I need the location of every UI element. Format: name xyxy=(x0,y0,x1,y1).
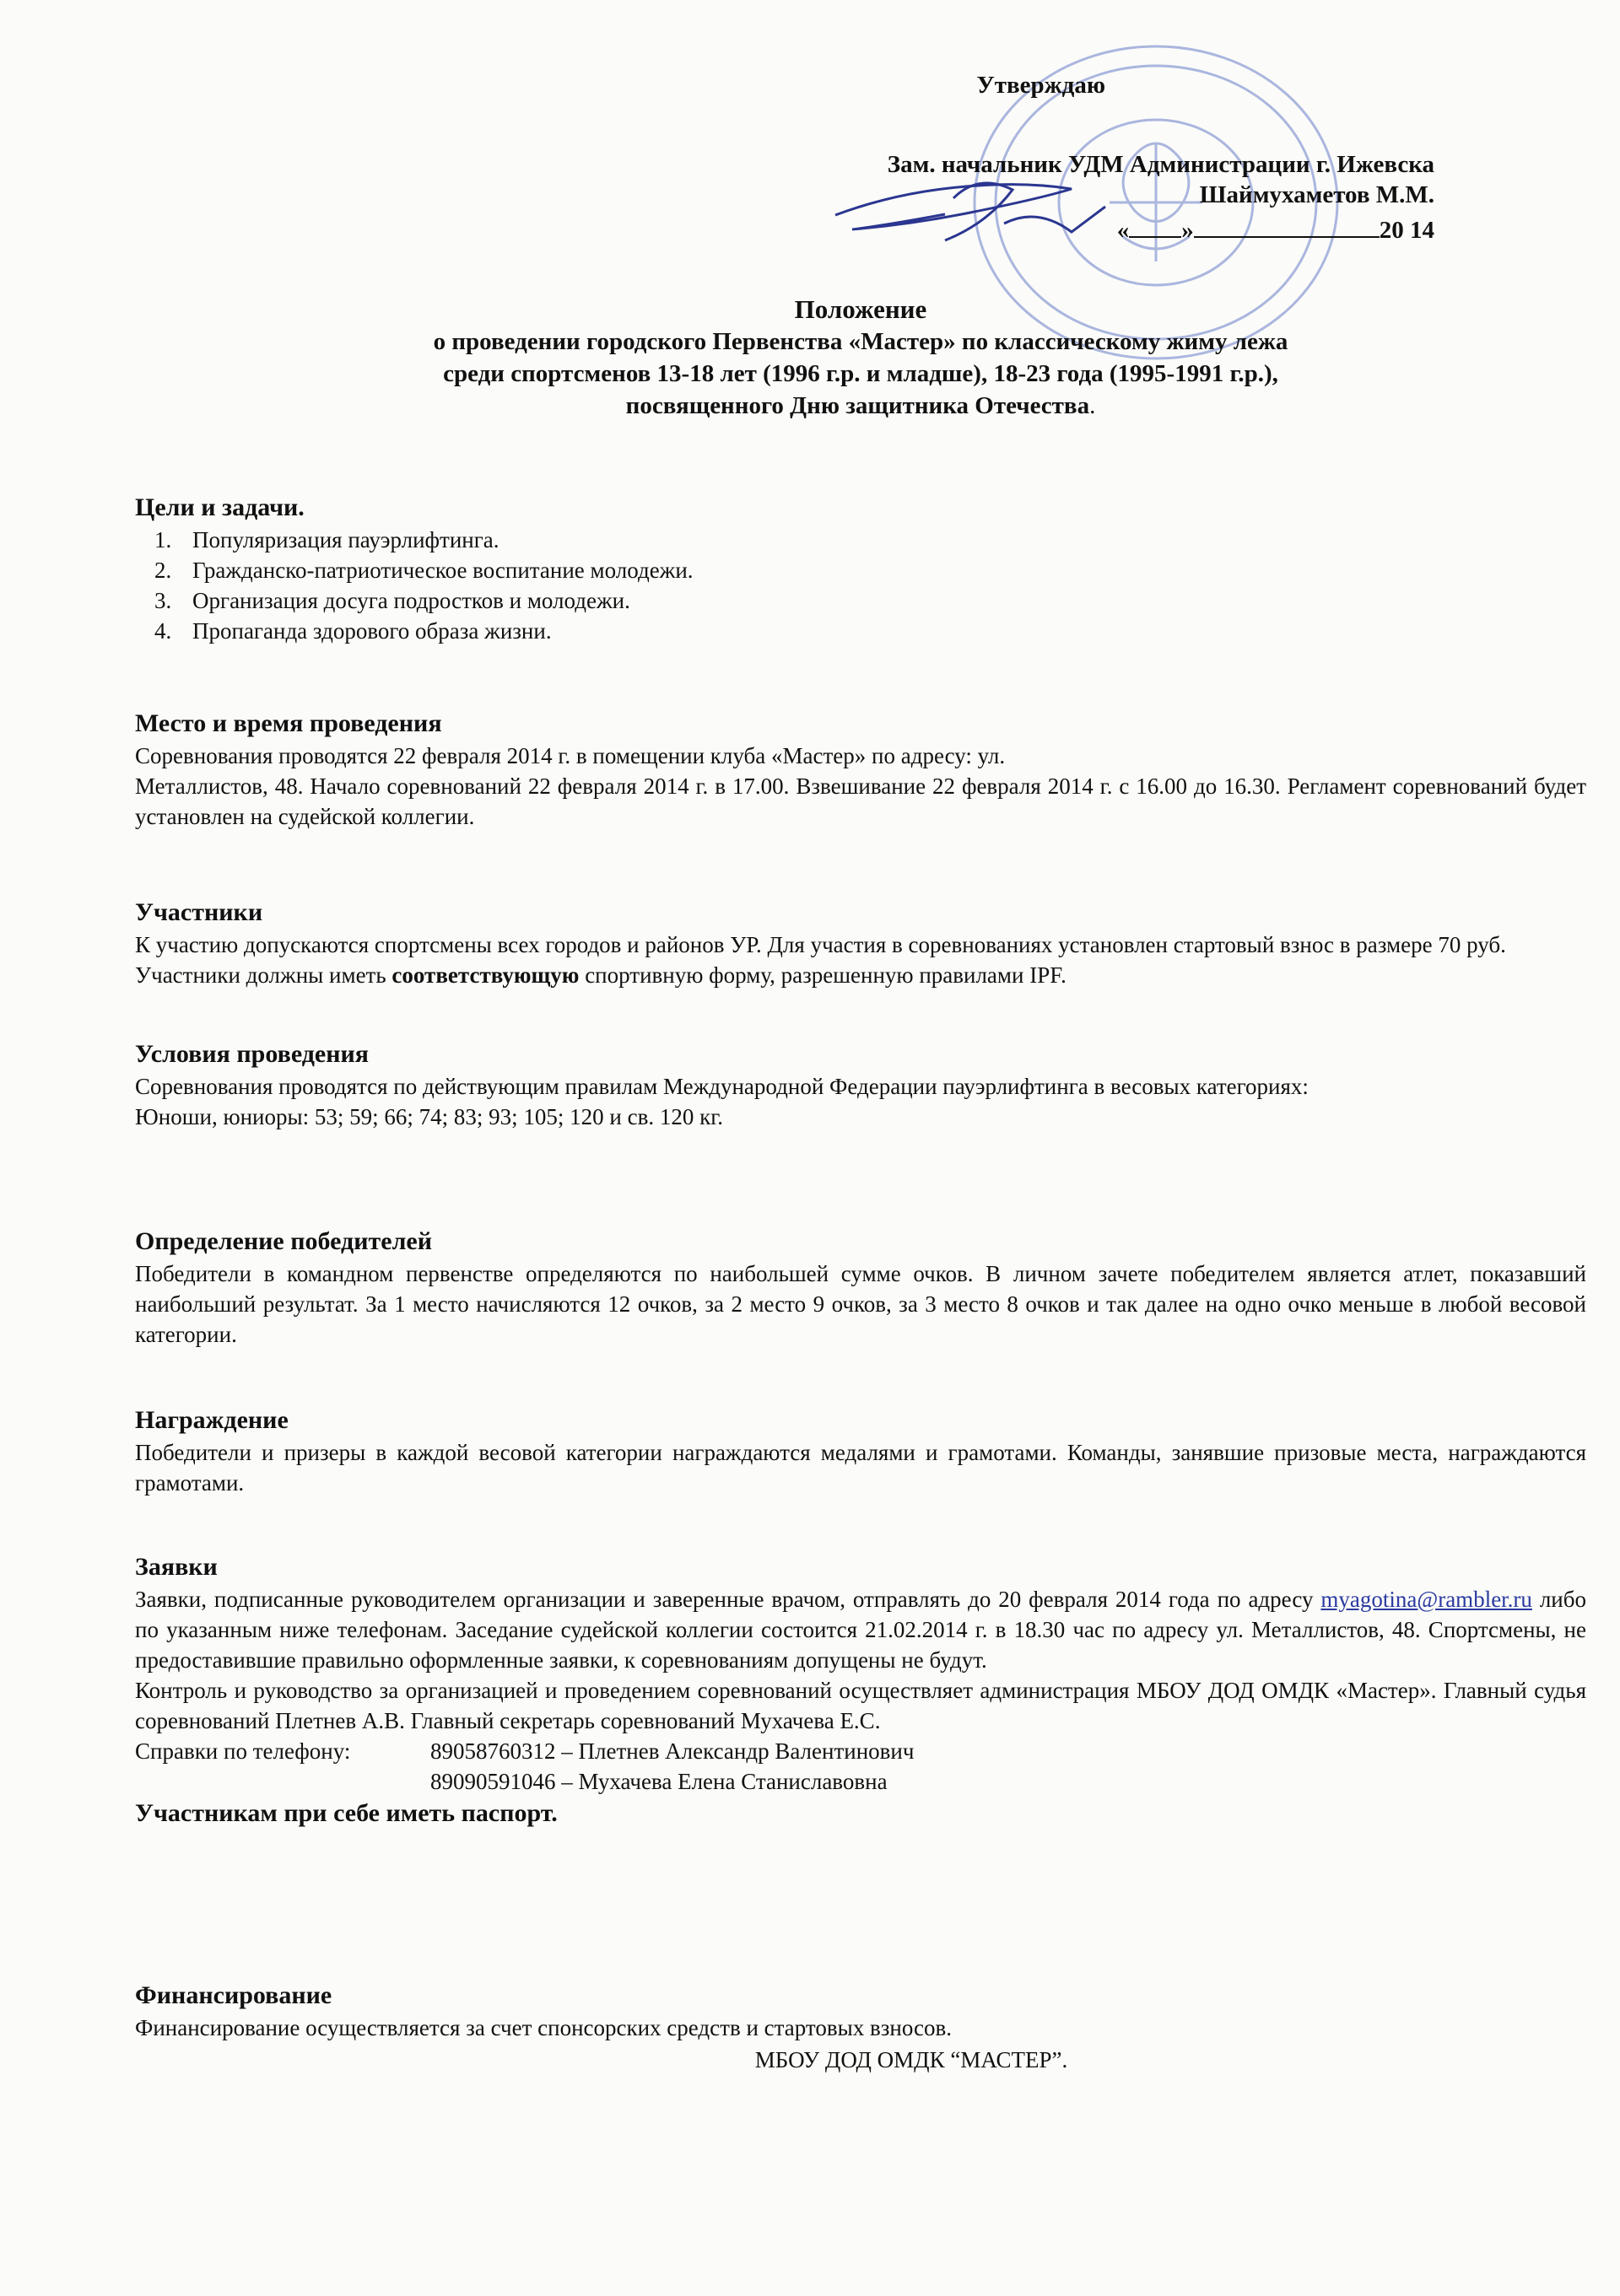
title-line-3: среди спортсменов 13-18 лет (1996 г.р. и младше), 18-23 года (1995-1991 г.р.), xyxy=(443,360,1278,387)
phone-row-2 xyxy=(135,1766,1586,1797)
email-link[interactable]: myagotina@rambler.ru xyxy=(1320,1587,1532,1612)
phone-2: 89090591046 – Мухачева Елена Станиславовна xyxy=(430,1769,888,1794)
participants-text-2a: Участники должны иметь xyxy=(135,962,392,988)
participants-heading: Участники xyxy=(135,898,263,926)
applications-text-b: либо по указанным ниже телефонам. Заседание судейской коллегии состоится 21.02.2014 г. в 18.30 час по адресу ул. Металлистов, 48. Спортсмены, не предоставившие правильно оформленные заявки, к соревнованиям допущены не будут. xyxy=(135,1587,1586,1673)
date-open-quote: « xyxy=(1116,217,1130,244)
phones-label-spacer xyxy=(135,1766,430,1797)
winners-heading: Определение победителей xyxy=(135,1227,433,1255)
conditions-text-2: Юноши, юниоры: 53; 59; 66; 74; 83; 93; 105; 120 и св. 120 кг. xyxy=(135,1104,723,1129)
section-applications xyxy=(135,1550,1586,1830)
financing-heading: Финансирование xyxy=(135,1981,332,2009)
title-line-2: о проведении городского Первенства «Мастер» по классическому жиму лежа xyxy=(433,328,1288,355)
winners-text: Победители в командном первенстве определяются по наибольшей сумме очков. В личном зачете победителем является атлет, показавший наибольший результат. За 1 место начисляются 12 очков, за 2 место 9 очков, за 3 место 8 очков и так далее на одно очко меньше в любой весовой категории. xyxy=(135,1261,1586,1347)
list-item: 4. Пропаганда здорового образа жизни. xyxy=(177,616,1586,646)
participants-text-2b: спортивную форму, разрешенную правилами IPF. xyxy=(579,962,1066,988)
list-item: 3. Организация досуга подростков и молодежи. xyxy=(177,585,1586,616)
approval-position: Зам. начальник УДМ Администрации г. Ижевска xyxy=(887,151,1434,178)
awards-text: Победители и призеры в каждой весовой категории награждаются медалями и грамотами. Команды, занявшие призовые места, награждаются грамотами. xyxy=(135,1440,1586,1496)
financing-text: Финансирование осуществляется за счет спонсорских средств и стартовых взносов. xyxy=(135,2015,952,2040)
approval-title: Утверждаю xyxy=(976,72,1105,99)
list-item: 2. Гражданско-патриотическое воспитание молодежи. xyxy=(177,555,1586,585)
awards-heading: Награждение xyxy=(135,1406,289,1434)
passport-note: Участникам при себе иметь паспорт. xyxy=(135,1799,558,1827)
title-line-4-text: посвященного Дню защитника Отечества xyxy=(625,392,1090,419)
phones-label: Справки по телефону: xyxy=(135,1738,351,1764)
goals-list xyxy=(135,525,1586,646)
applications-heading: Заявки xyxy=(135,1553,218,1581)
date-year: 20 14 xyxy=(1379,217,1434,244)
place-text-1: Соревнования проводятся 22 февраля 2014 г. в помещении клуба «Мастер» по адресу: ул. xyxy=(135,743,1006,768)
place-text-2: Металлистов, 48. Начало соревнований 22 февраля 2014 г. в 17.00. Взвешивание 22 февраля 2014 г. с 16.00 до 16.30. Регламент соревнований будет установлен на судейской коллегии. xyxy=(135,773,1586,829)
place-heading: Место и время проведения xyxy=(135,709,442,737)
applications-text xyxy=(135,1584,1586,1675)
section-financing xyxy=(135,1979,1586,2075)
approval-name: Шаймухаметов М.М. xyxy=(1199,181,1434,208)
date-close-quote: » xyxy=(1181,217,1194,244)
organization-footer: МБОУ ДОД ОМДК “МАСТЕР”. xyxy=(754,2047,1068,2072)
participants-text-2-bold: соответствующую xyxy=(392,962,580,988)
list-item: 1. Популяризация пауэрлифтинга. xyxy=(177,525,1586,555)
participants-text-2 xyxy=(135,960,1586,990)
date-month-blank xyxy=(1194,211,1380,238)
approval-date xyxy=(1117,211,1434,250)
conditions-heading: Условия проведения xyxy=(135,1040,370,1068)
goals-heading: Цели и задачи. xyxy=(135,493,305,521)
section-place xyxy=(135,707,1586,832)
phone-1: 89058760312 – Плетнев Александр Валентинович xyxy=(430,1738,915,1764)
section-goals xyxy=(135,491,1586,646)
phone-row-1 xyxy=(135,1736,1586,1766)
conditions-text-1: Соревнования проводятся по действующим правилам Международной Федерации пауэрлифтинга в весовых категориях: xyxy=(135,1074,1309,1099)
applications-text-a: Заявки, подписанные руководителем организации и заверенные врачом, отправлять до 20 февраля 2014 года по адресу xyxy=(135,1587,1321,1612)
applications-control: Контроль и руководство за организацией и проведением соревнований осуществляет администрация МБОУ ДОД ОМДК «Мастер». Главный судья соревнований Плетнев А.В. Главный секретарь соревнований Мухачева Е.С. xyxy=(135,1678,1586,1733)
title-line-1: Положение xyxy=(794,294,927,324)
section-awards xyxy=(135,1404,1586,1498)
date-day-blank xyxy=(1129,211,1181,238)
document-title xyxy=(135,294,1586,422)
section-conditions xyxy=(135,1038,1586,1132)
participants-text-1: К участию допускаются спортсмены всех городов и районов УР. Для участия в соревнованиях установлен стартовый взнос в размере 70 руб. xyxy=(135,932,1506,957)
title-line-4: посвященного Дню защитника Отечества. xyxy=(625,392,1096,419)
section-participants xyxy=(135,896,1586,990)
section-winners xyxy=(135,1225,1586,1350)
